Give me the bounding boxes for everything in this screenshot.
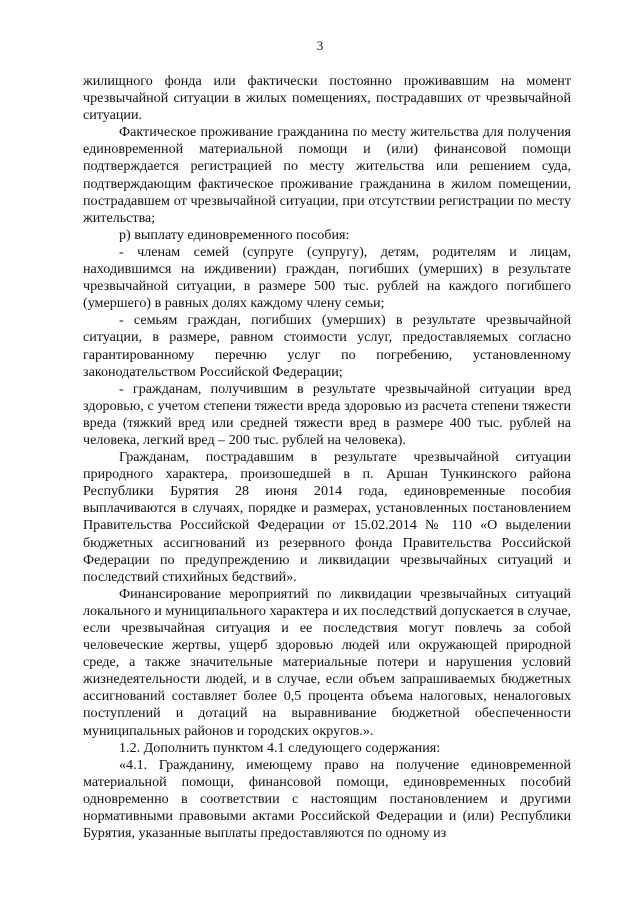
paragraph-lump-sum-benefit: р) выплату единовременного пособия: [119, 226, 350, 243]
paragraph-funeral-costs: - семьям граждан, погибших (умерших) в результате чрезвычайной ситуации, в размере, равном стоимости услуг, предоставляемых согласно гарантированному перечню услуг по погребению, установленному законодательством Российской Федерации; [83, 312, 571, 380]
page-number: 3 [316, 38, 324, 53]
paragraph-health-damage: - гражданам, получившим в результате чрезвычайной ситуации вред здоровью, с учетом степени тяжести вреда здоровью из расчета степени тяжести вреда (тяжкий вред или средней тяжести вред в размере 400 тыс. рублей на человека, легкий вред – 200 тыс. рублей на человека). [83, 380, 571, 448]
paragraph-financing: Финансирование мероприятий по ликвидации чрезвычайных ситуаций локального и муниципального характера и их последствий допускается в случае, если чрезвычайная ситуация и ее последствия могут повлечь за собой человеческие жертвы, ущерб здоровью людей или окружающей природной среде, а также значительные материальные потери и нарушения условий жизнедеятельности людей, и в случае, если объем запрашиваемых бюджетных ассигнований составляет более 0,5 процента объема налоговых, неналоговых поступлений и дотаций на выравнивание бюджетной обеспеченности муниципальных районов и городских округов.». [83, 585, 571, 739]
paragraph-family-members: - членам семей (супруге (супругу), детям, родителям и лицам, находившимся на иждивении) граждан, погибших (умерших) в результате чрезвычайной ситуации, в размере 500 тыс. рублей на каждого погибшего (умершего) в равных долях каждому члену семьи; [83, 243, 571, 312]
paragraph-point-4-1: «4.1. Гражданину, имеющему право на получение единовременной материальной помощи, финансовой помощи, единовременных пособий одновременно в соответствии с настоящим постановлением и другими нормативными правовыми актами Российской Федерации и (или) Республики Бурятия, указанные выплаты предоставляются по одному из [83, 756, 571, 842]
paragraph-amendment-4-1: 1.2. Дополнить пунктом 4.1 следующего содержания: [119, 739, 441, 756]
document-body [83, 73, 571, 842]
paragraph-actual-residence: Фактическое проживание гражданина по месту жительства для получения единовременной материальной помощи и (или) финансовой помощи подтверждается регистрацией по месту жительства или решением суда, подтверждающим фактическое проживание гражданина в жилом помещении, пострадавшем от чрезвычайной ситуации, при отсутствии регистрации по месту жительства; [83, 124, 571, 226]
paragraph-arshan-emergency: Гражданам, пострадавшим в результате чрезвычайной ситуации природного характера, произошедшей в п. Аршан Тункинского района Республики Бурятия 28 июня 2014 года, единовременные пособия выплачиваются в случаях, порядке и размерах, установленных постановлением Правительства Российской Федерации от 15.02.2014 № 110 «О выделении бюджетных ассигнований из резервного фонда Правительства Российской Федерации по предупреждению и ликвидации чрезвычайных ситуаций и последствий стихийных бедствий». [83, 449, 571, 585]
paragraph-housing-fund: жилищного фонда или фактически постоянно проживавшим на момент чрезвычайной ситуации в жилых помещениях, пострадавших от чрезвычайной ситуации. [83, 73, 571, 124]
